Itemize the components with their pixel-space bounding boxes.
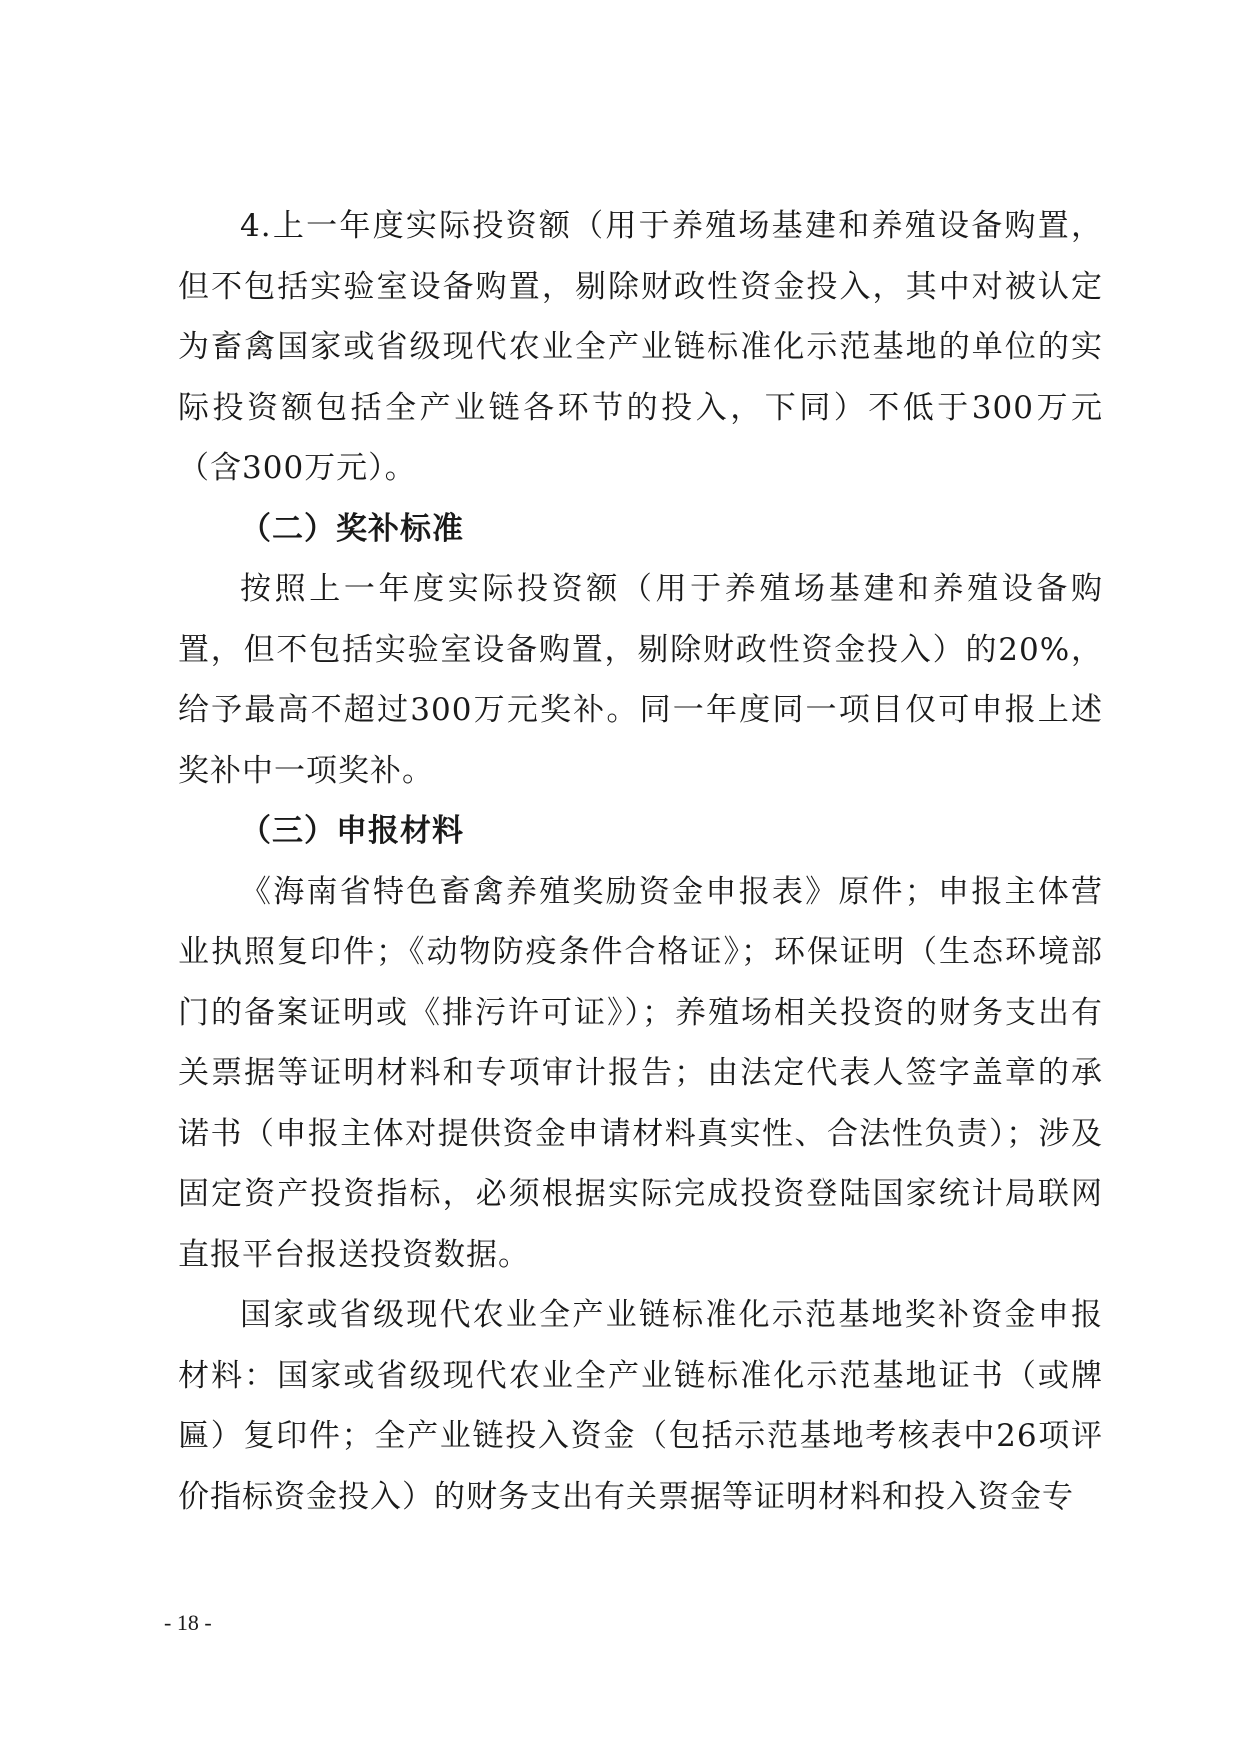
paragraph-application-materials: 《海南省特色畜禽养殖奖励资金申报表》原件；申报主体营业执照复印件；《动物防疫条件合格证》；环保证明（生态环境部门的备案证明或《排污许可证》）；养殖场相关投资的财务支出有关票据等证明材料和专项审计报告；由法定代表人签字盖章的承诺书（申报主体对提供资金申请材料真实性、合法性负责）；涉及固定资产投资指标，必须根据实际完成投资登陆国家统计局联网直报平台报送投资数据。 [178, 873, 1103, 1273]
section-heading-reward-standard: （二）奖补标准 [240, 510, 464, 547]
paragraph-reward-standard: 按照上一年度实际投资额（用于养殖场基建和养殖设备购置，但不包括实验室设备购置，剔除财政性资金投入）的20%，给予最高不超过300万元奖补。同一年度同一项目仅可申报上述奖补中一项奖补。 [178, 571, 1103, 789]
section-heading-application-materials: （三）申报材料 [240, 813, 464, 849]
document-body [178, 196, 1103, 1527]
page-number: - 18 - [164, 1610, 212, 1635]
paragraph-criterion-4: 4.上一年度实际投资额（用于养殖场基建和养殖设备购置，但不包括实验室设备购置，剔除财政性资金投入，其中对被认定为畜禽国家或省级现代农业全产业链标准化示范基地的单位的实际投资额包括全产业链各环节的投入，下同）不低于300万元（含300万元）。 [178, 208, 1103, 486]
paragraph-demo-base-materials: 国家或省级现代农业全产业链标准化示范基地奖补资金申报材料：国家或省级现代农业全产业链标准化示范基地证书（或牌匾）复印件；全产业链投入资金（包括示范基地考核表中26项评价指标资金投入）的财务支出有关票据等证明材料和投入资金专 [178, 1297, 1103, 1515]
